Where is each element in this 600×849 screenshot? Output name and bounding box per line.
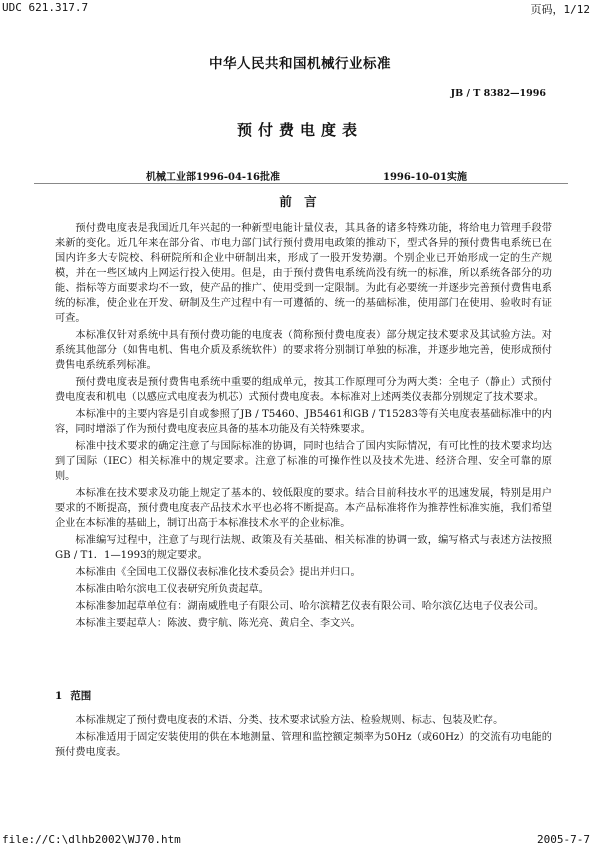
paragraph: 本标准由哈尔滨电工仪表研究所负责起草。	[75, 584, 269, 595]
org-title: 中华人民共和国机械行业标准	[209, 56, 391, 72]
paragraph: 本标准适用于固定安装使用的供在本地测量、管理和监控额定频率为50Hz（或60Hz）的交流有功电能的预付费电度表。	[55, 732, 552, 758]
divider	[34, 183, 568, 184]
paragraph: 本标准由《全国电工仪器仪表标准化技术委员会》提出并归口。	[75, 567, 361, 578]
section-body	[55, 713, 552, 762]
implementation-line: 1996-10-01实施	[383, 172, 467, 183]
paragraph: 预付费电度表是预付费售电系统中重要的组成单元，按其工作原理可分为两大类：全电子（静止）式预付费电度表和机电（以感应式电度表为机芯）式预付费电度表。本标准对上述两类仪表都分别规定了技术要求。	[55, 377, 552, 403]
udc-code: UDC 621.317.7	[2, 1, 89, 14]
paragraph: 本标准参加起草单位有：湖南威胜电子有限公司、哈尔滨精艺仪表有限公司、哈尔滨亿达电子仪表公司。	[75, 601, 545, 612]
section-heading	[55, 688, 91, 703]
paragraph: 标准编写过程中，注意了与现行法规、政策及有关基础、相关标准的协调一致，编写格式与表述方法按照GB / T1．1—1993的规定要求。	[55, 535, 552, 561]
document-title: 预付费电度表	[236, 121, 363, 139]
file-path: file://C:\dlhb2002\WJ70.htm	[2, 833, 181, 846]
paragraph: 标准中技术要求的确定注意了与国际标准的协调，同时也结合了国内实际情况，有可比性的技术要求均达到了国际（IEC）相关标准中的规定要求。注意了标准的可操作性以及技术先进、经济合理、安全可靠的原则。	[55, 441, 552, 482]
foreword-body	[55, 221, 552, 633]
paragraph: 本标准在技术要求及功能上规定了基本的、较低限度的要求。结合目前科技水平的迅速发展，特别是用户要求的不断提高，预付费电度表产品技术水平也必将不断提高。本产品标准将作为推荐性标准实施，我们希望企业在本标准的基础上，制订出高于本标准技术水平的企业标准。	[55, 488, 552, 529]
paragraph: 本标准规定了预付费电度表的术语、分类、技术要求试验方法、检验规则、标志、包装及贮存。	[75, 715, 504, 726]
standard-number: JB / T 8382—1996	[450, 88, 546, 99]
paragraph: 预付费电度表是我国近几年兴起的一种新型电能计量仪表，其具备的诸多特殊功能，将给电力管理手段带来新的变化。近几年来在部分省、市电力部门试行预付费用电政策的推动下，型式各异的预付费售电系统已在国内许多大专院校、科研院所和企业中研制出来，形成了一股开发势潮。个别企业已开始形成一定的生产规模，并在一些区域内上网运行投入使用。但是，由于预付费售电系统尚没有统一的标准，所以系统各部分的功能、指标等方面要求均不一致，使产品的推广、使用受到一定限制。为此有必要统一并逐步完善预付费售电系统的标准，使企业在开发、研制及生产过程中有一可遵循的、统一的基础标准，使用部门在使用、验收时有证可查。	[55, 223, 552, 324]
print-date: 2005-7-7	[537, 833, 590, 846]
paragraph: 本标准主要起草人：陈波、费宇航、陈光亮、黄启全、李文兴。	[75, 618, 361, 629]
approval-line: 机械工业部1996-04-16批准	[146, 172, 280, 183]
section-title: 范围	[70, 690, 92, 702]
page-number: 页码，1/12	[530, 3, 590, 16]
paragraph: 本标准中的主要内容是引自或参照了JB / T5460、JB5461和GB / T15283等有关电度表基础标准中的内容，同时增添了作为预付费电度表应具备的基本功能及有关特殊要求。	[55, 409, 552, 435]
section-number: 1	[55, 690, 63, 702]
paragraph: 本标准仅针对系统中具有预付费功能的电度表（简称预付费电度表）部分规定技术要求及其试验方法。对系统其他部分（如售电机、售电介质及系统软件）的要求将分别制订单独的标准，并逐步地完善，使形成预付费售电系统系列标准。	[55, 330, 552, 371]
foreword-heading: 前 言	[279, 194, 321, 209]
